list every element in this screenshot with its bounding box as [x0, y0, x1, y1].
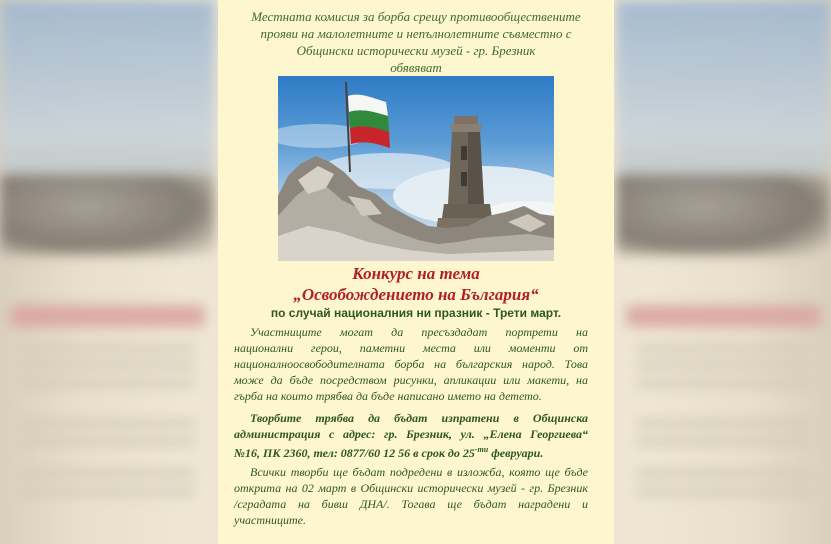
paragraph-participants	[234, 324, 588, 404]
header-line: Местната комисия за борба срещу противообществените	[251, 9, 581, 24]
text-line: Всички творби ще бъдат подредени в изложба, която ще бъде	[250, 465, 588, 479]
header-line: Общински исторически музей - гр. Брезник	[296, 43, 536, 58]
paragraph-submission	[234, 410, 588, 461]
text-line: открита на 02 март в Общински исторически музей - гр. Брезник	[234, 481, 588, 495]
text-line: националноосвободителната борба на българския народ. Това	[234, 357, 588, 371]
poster	[218, 0, 614, 544]
text-line: /сградата на бивш ДНА/. Тогава ще бъдат наградени и	[234, 497, 588, 511]
text-line: Творбите трябва да бъдат изпратени в Общинска	[250, 411, 588, 425]
bulgarian-flag	[348, 95, 390, 148]
header-line: прояви на малолетните и непълнолетните съвместно с	[260, 26, 572, 41]
contest-title-line1: Конкурс на тема	[352, 264, 480, 283]
background-blur-left	[0, 0, 215, 544]
deadline-suffix: -ти	[474, 445, 489, 454]
deadline-text: №16, ПК 2360, тел: 0877/60 12 56 в срок до 25	[234, 446, 475, 460]
text-line: гърба на които трябва да бъде написано името на детето.	[234, 389, 542, 403]
shipka-monument-photo	[278, 76, 554, 261]
announce-text: обявяват	[390, 60, 442, 75]
contest-title	[218, 263, 614, 305]
text-line: може да бъде посредством рисунки, апликации или макети, на	[234, 373, 588, 387]
organizer-header	[218, 8, 614, 59]
occasion-subtitle: по случай националния ни празник - Трети март.	[270, 306, 562, 320]
text-line	[234, 442, 588, 461]
text-line: участниците.	[234, 513, 306, 527]
text-line: Участниците могат да пресъздадат портрети на	[250, 325, 588, 339]
text-line: национални герои, паметни места или моменти от	[234, 341, 588, 355]
text-line: администрация с адрес: гр. Брезник, ул. „Елена Георгиева“	[234, 427, 588, 441]
paragraph-exhibition	[234, 464, 588, 528]
background-blur-right	[616, 0, 831, 544]
contest-title-line2: „Освобождението на България“	[293, 285, 539, 304]
deadline-month: февруари.	[488, 446, 544, 460]
